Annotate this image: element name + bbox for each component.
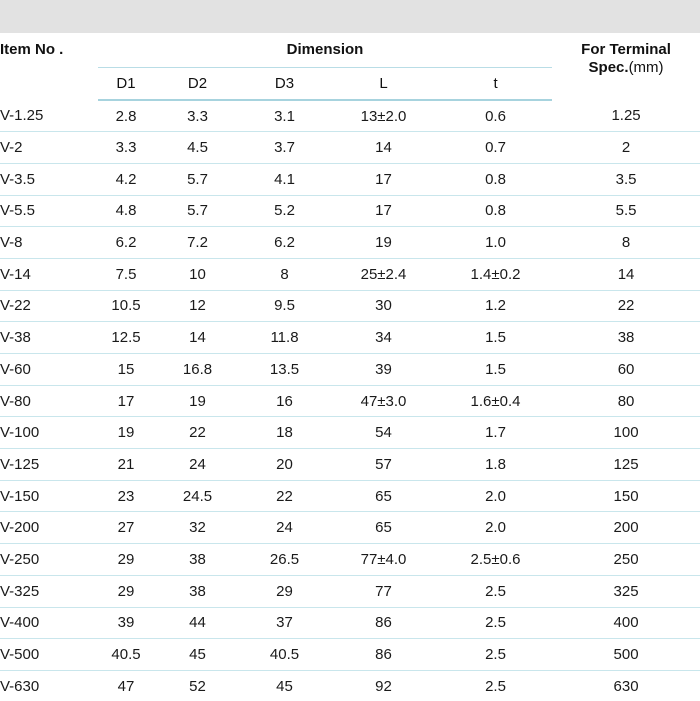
cell-l: 39: [328, 354, 439, 386]
cell-d3: 4.1: [241, 163, 328, 195]
cell-l: 86: [328, 639, 439, 671]
cell-l: 47±3.0: [328, 385, 439, 417]
header-spec-line1: For Terminal: [581, 41, 671, 58]
cell-item: V-80: [0, 385, 98, 417]
cell-spec: 2: [552, 132, 700, 164]
cell-d3: 24: [241, 512, 328, 544]
cell-l: 77: [328, 575, 439, 607]
cell-d2: 16.8: [154, 354, 241, 386]
cell-d3: 8: [241, 258, 328, 290]
cell-d2: 3.3: [154, 100, 241, 132]
cell-d3: 11.8: [241, 322, 328, 354]
cell-d1: 47: [98, 670, 154, 701]
cell-spec: 150: [552, 480, 700, 512]
cell-t: 1.2: [439, 290, 552, 322]
cell-spec: 14: [552, 258, 700, 290]
cell-d2: 10: [154, 258, 241, 290]
cell-d1: 23: [98, 480, 154, 512]
table-row: [0, 322, 700, 354]
cell-d2: 5.7: [154, 163, 241, 195]
cell-l: 77±4.0: [328, 544, 439, 576]
cell-item: V-5.5: [0, 195, 98, 227]
cell-d1: 39: [98, 607, 154, 639]
header-d1: D1: [98, 67, 154, 100]
cell-t: 2.5: [439, 670, 552, 701]
cell-spec: 3.5: [552, 163, 700, 195]
cell-d2: 44: [154, 607, 241, 639]
cell-spec: 5.5: [552, 195, 700, 227]
cell-l: 92: [328, 670, 439, 701]
cell-d3: 22: [241, 480, 328, 512]
cell-spec: 125: [552, 449, 700, 481]
cell-item: V-125: [0, 449, 98, 481]
cell-t: 2.0: [439, 480, 552, 512]
table-row: [0, 449, 700, 481]
cell-item: V-3.5: [0, 163, 98, 195]
cell-item: V-38: [0, 322, 98, 354]
cell-spec: 80: [552, 385, 700, 417]
table-row: [0, 607, 700, 639]
cell-l: 65: [328, 512, 439, 544]
table-row: [0, 544, 700, 576]
cell-t: 1.7: [439, 417, 552, 449]
cell-d3: 18: [241, 417, 328, 449]
cell-l: 54: [328, 417, 439, 449]
cell-item: V-400: [0, 607, 98, 639]
cell-l: 25±2.4: [328, 258, 439, 290]
cell-t: 1.5: [439, 354, 552, 386]
header-l: L: [328, 67, 439, 100]
cell-d1: 40.5: [98, 639, 154, 671]
cell-d1: 27: [98, 512, 154, 544]
cell-item: V-2: [0, 132, 98, 164]
cell-d2: 24: [154, 449, 241, 481]
table-row: [0, 132, 700, 164]
cell-spec: 100: [552, 417, 700, 449]
cell-d3: 3.7: [241, 132, 328, 164]
cell-item: V-8: [0, 227, 98, 259]
cell-t: 1.5: [439, 322, 552, 354]
cell-t: 2.5: [439, 607, 552, 639]
cell-d1: 6.2: [98, 227, 154, 259]
table-row: [0, 290, 700, 322]
cell-d3: 29: [241, 575, 328, 607]
cell-item: V-200: [0, 512, 98, 544]
cell-d3: 37: [241, 607, 328, 639]
cell-d2: 12: [154, 290, 241, 322]
cell-spec: 325: [552, 575, 700, 607]
cell-t: 2.0: [439, 512, 552, 544]
cell-t: 0.8: [439, 195, 552, 227]
cell-spec: 200: [552, 512, 700, 544]
table-row: [0, 480, 700, 512]
header-item-no: Item No .: [0, 41, 64, 58]
cell-item: V-250: [0, 544, 98, 576]
cell-d2: 4.5: [154, 132, 241, 164]
cell-l: 19: [328, 227, 439, 259]
cell-l: 14: [328, 132, 439, 164]
cell-l: 13±2.0: [328, 100, 439, 132]
cell-d2: 7.2: [154, 227, 241, 259]
header-spec-unit: (mm): [628, 59, 664, 76]
header-d3: D3: [241, 67, 328, 100]
cell-t: 2.5: [439, 639, 552, 671]
cell-d2: 32: [154, 512, 241, 544]
cell-d3: 16: [241, 385, 328, 417]
table-row: [0, 417, 700, 449]
cell-l: 34: [328, 322, 439, 354]
cell-item: V-60: [0, 354, 98, 386]
cell-d1: 4.2: [98, 163, 154, 195]
cell-l: 17: [328, 195, 439, 227]
table-row: [0, 100, 700, 132]
cell-d2: 52: [154, 670, 241, 701]
cell-item: V-325: [0, 575, 98, 607]
table-row: [0, 512, 700, 544]
cell-spec: 8: [552, 227, 700, 259]
table-row: [0, 575, 700, 607]
cell-d2: 19: [154, 385, 241, 417]
header-dimension: Dimension: [98, 33, 552, 67]
cell-d3: 40.5: [241, 639, 328, 671]
cell-item: V-500: [0, 639, 98, 671]
header-terminal-spec: [552, 33, 700, 100]
cell-d1: 10.5: [98, 290, 154, 322]
cell-t: 1.4±0.2: [439, 258, 552, 290]
table-row: [0, 354, 700, 386]
table-row: [0, 385, 700, 417]
cell-l: 86: [328, 607, 439, 639]
cell-d1: 17: [98, 385, 154, 417]
cell-l: 65: [328, 480, 439, 512]
cell-spec: 60: [552, 354, 700, 386]
cell-d3: 26.5: [241, 544, 328, 576]
cell-t: 0.6: [439, 100, 552, 132]
table-row: [0, 639, 700, 671]
table-row: [0, 163, 700, 195]
cell-item: V-100: [0, 417, 98, 449]
cell-d2: 5.7: [154, 195, 241, 227]
table-row: [0, 670, 700, 701]
cell-d2: 14: [154, 322, 241, 354]
table-row: [0, 258, 700, 290]
cell-d1: 12.5: [98, 322, 154, 354]
header-spec-line2: Spec.: [588, 59, 629, 76]
cell-item: V-1.25: [0, 100, 98, 132]
cell-d1: 15: [98, 354, 154, 386]
cell-d2: 38: [154, 544, 241, 576]
cell-spec: 22: [552, 290, 700, 322]
cell-d1: 7.5: [98, 258, 154, 290]
cell-t: 1.8: [439, 449, 552, 481]
cell-d3: 5.2: [241, 195, 328, 227]
cell-d2: 38: [154, 575, 241, 607]
cell-d1: 4.8: [98, 195, 154, 227]
cell-spec: 630: [552, 670, 700, 701]
cell-item: V-150: [0, 480, 98, 512]
cell-d2: 22: [154, 417, 241, 449]
cell-item: V-630: [0, 670, 98, 701]
spec-table: [0, 33, 700, 701]
table-row: [0, 227, 700, 259]
cell-d3: 9.5: [241, 290, 328, 322]
cell-d1: 3.3: [98, 132, 154, 164]
table-body: [0, 100, 700, 701]
cell-spec: 400: [552, 607, 700, 639]
cell-d3: 3.1: [241, 100, 328, 132]
header-d2: D2: [154, 67, 241, 100]
cell-item: V-22: [0, 290, 98, 322]
cell-t: 2.5±0.6: [439, 544, 552, 576]
cell-l: 57: [328, 449, 439, 481]
cell-d1: 21: [98, 449, 154, 481]
cell-d2: 45: [154, 639, 241, 671]
cell-d1: 29: [98, 544, 154, 576]
cell-spec: 1.25: [552, 100, 700, 132]
cell-t: 2.5: [439, 575, 552, 607]
cell-d3: 45: [241, 670, 328, 701]
cell-l: 17: [328, 163, 439, 195]
cell-d3: 20: [241, 449, 328, 481]
cell-spec: 38: [552, 322, 700, 354]
table-row: [0, 195, 700, 227]
cell-d1: 29: [98, 575, 154, 607]
top-bar: [0, 0, 700, 33]
cell-d3: 6.2: [241, 227, 328, 259]
cell-spec: 250: [552, 544, 700, 576]
cell-d1: 19: [98, 417, 154, 449]
cell-spec: 500: [552, 639, 700, 671]
cell-t: 1.0: [439, 227, 552, 259]
cell-d2: 24.5: [154, 480, 241, 512]
cell-t: 1.6±0.4: [439, 385, 552, 417]
cell-l: 30: [328, 290, 439, 322]
cell-d3: 13.5: [241, 354, 328, 386]
cell-item: V-14: [0, 258, 98, 290]
header-t: t: [439, 67, 552, 100]
cell-t: 0.7: [439, 132, 552, 164]
cell-d1: 2.8: [98, 100, 154, 132]
cell-t: 0.8: [439, 163, 552, 195]
